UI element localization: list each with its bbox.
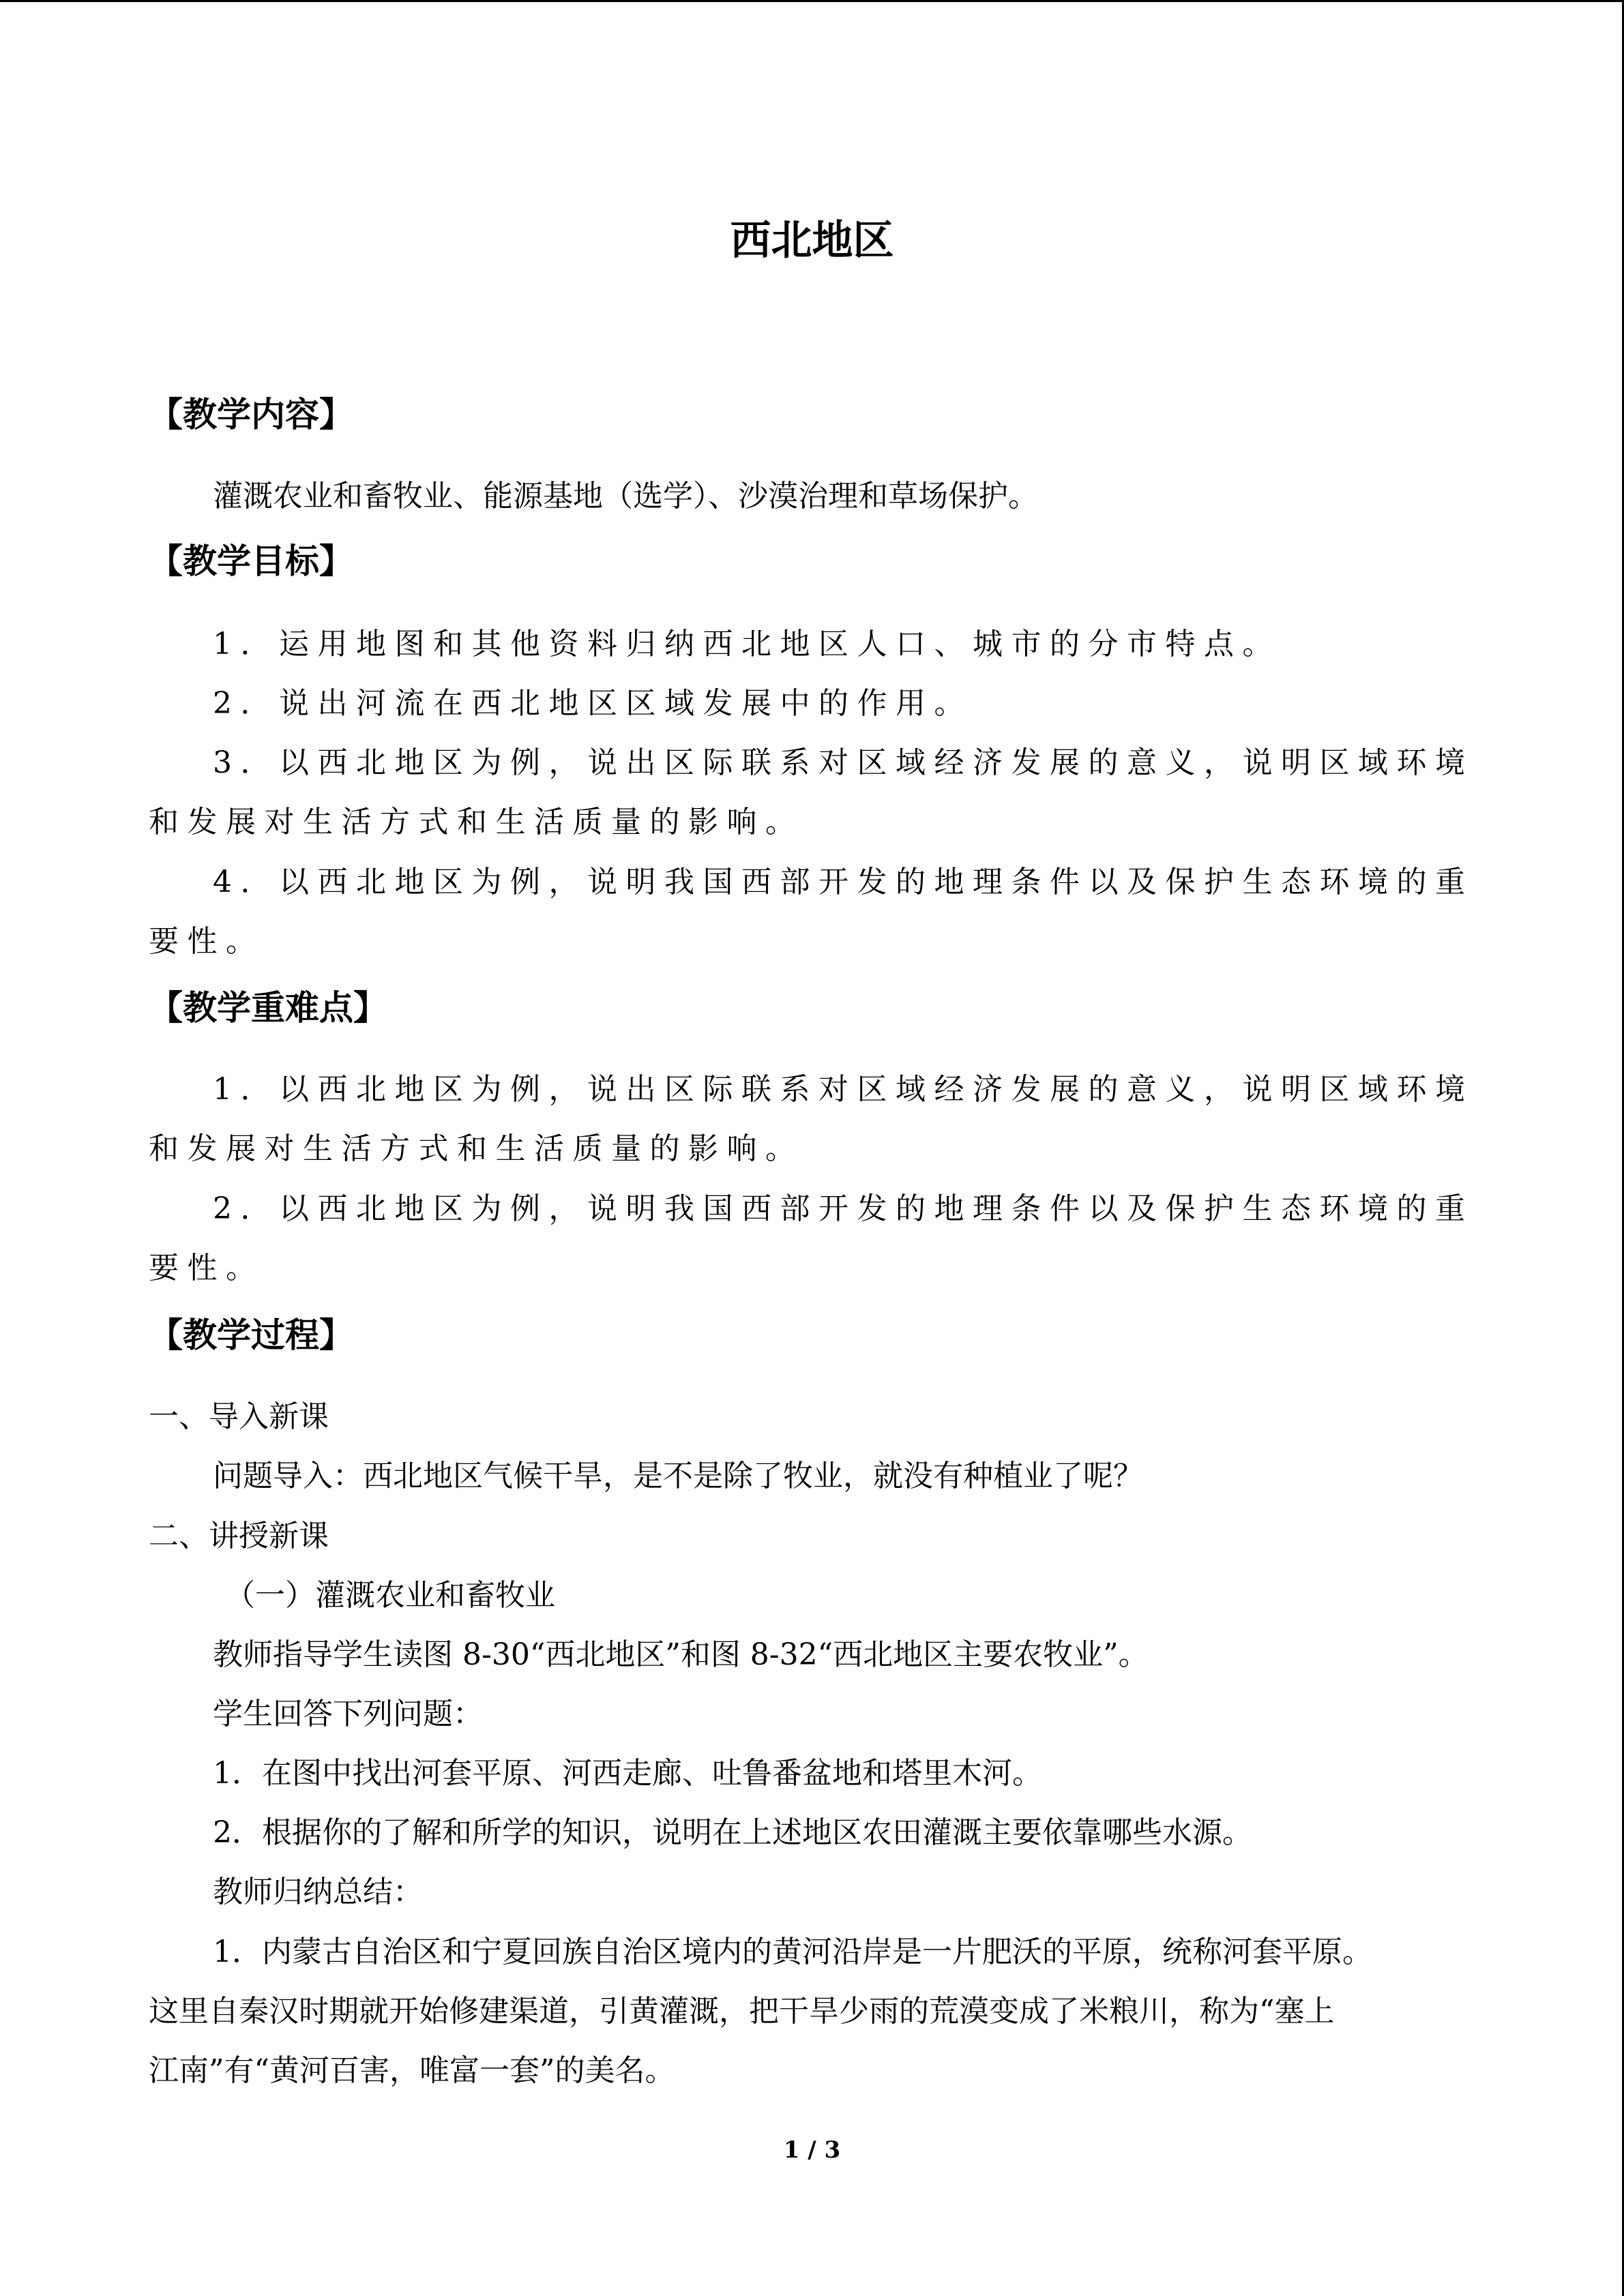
list-item-continued: 和发展对生活方式和生活质量的影响。 [149,805,804,839]
list-item: 1．内蒙古自治区和宁夏回族自治区境内的黄河沿岸是一片肥沃的平原，统称河套平原。 [213,1935,1372,1969]
page-number: 1 / 3 [783,2136,841,2164]
heading-teaching-content: 【教学内容】 [149,395,353,434]
list-item: 3．以西北地区为例，说出区际联系对区域经济发展的意义，说明区域环境 [213,745,1474,780]
heading-key-points: 【教学重难点】 [149,988,387,1028]
list-item-continued: 江南”有“黄河百害，唯富一套”的美名。 [149,2053,675,2088]
list-item: 4．以西北地区为例，说明我国西部开发的地理条件以及保护生态环境的重 [213,865,1474,899]
list-item: 2．以西北地区为例，说明我国西部开发的地理条件以及保护生态环境的重 [213,1191,1474,1226]
subheading: 一、导入新课 [149,1399,329,1434]
page-title: 西北地区 [730,217,894,265]
heading-teaching-goals: 【教学目标】 [149,541,353,581]
paragraph-line: 问题导入：西北地区气候干旱，是不是除了牧业，就没有种植业了呢？ [213,1459,1143,1493]
paragraph-line: 学生回答下列问题： [213,1697,483,1731]
list-item: 2．根据你的了解和所学的知识，说明在上述地区农田灌溉主要依靠哪些水源。 [213,1815,1252,1850]
list-item-continued: 要性。 [149,924,265,959]
subheading: （一）灌溉农业和畜牧业 [225,1578,555,1613]
list-item: 1．运用地图和其他资料归纳西北地区人口、城市的分市特点。 [213,627,1281,661]
heading-teaching-process: 【教学过程】 [149,1315,353,1355]
paragraph-line: 灌溉农业和畜牧业、能源基地（选学）、沙漠治理和草场保护。 [213,479,1038,513]
paragraph-line: 教师指导学生读图 8-30“西北地区”和图 8-32“西北地区主要农牧业”。 [213,1637,1149,1672]
list-item: 1．在图中找出河套平原、河西走廊、吐鲁番盆地和塔里木河。 [213,1756,1042,1791]
list-item-continued: 和发展对生活方式和生活质量的影响。 [149,1131,804,1166]
paragraph-line: 教师归纳总结： [213,1875,423,1909]
subheading: 二、讲授新课 [149,1519,329,1553]
list-item-continued: 要性。 [149,1251,265,1285]
list-item: 2．说出河流在西北地区区域发展中的作用。 [213,686,973,721]
list-item-continued: 这里自秦汉时期就开始修建渠道，引黄灌溉，把干旱少雨的荒漠变成了米粮川，称为“塞上 [149,1994,1335,2029]
list-item: 1．以西北地区为例，说出区际联系对区域经济发展的意义，说明区域环境 [213,1072,1474,1107]
